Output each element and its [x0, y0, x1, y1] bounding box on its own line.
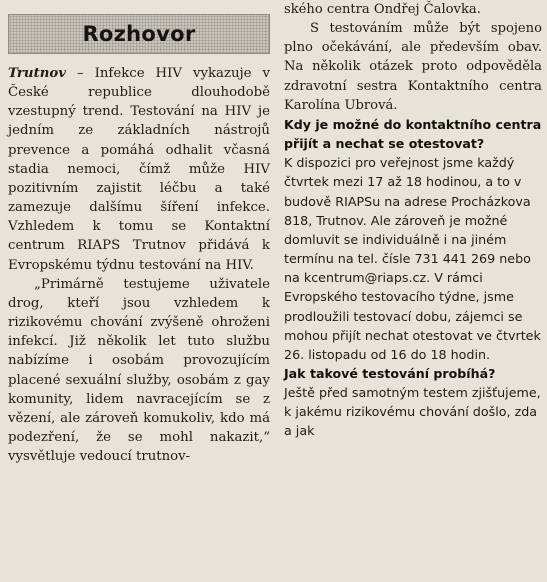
lead-text: – Infekce HIV vykazuje v České republice dlouhodobě vzestupný trend. Testování na HIV je jedním ze základních nástrojů prevence a pomáhá odhalit včasná stadia nemoci, čímž může HIV pozitivním zajistit léčbu a také zamezuje dalšímu šíření infekce. Vzhledem k tomu se Kontaktní centrum RIAPS Trutnov přidává k Evropskému týdnu testování na HIV. — [8, 66, 270, 273]
interview-answer-1: K dispozici pro veřejnost jsme každý čtvrtek mezi 17 až 18 hodinou, a to v budově RIAPSu na adrese Procházkova 818, Trutnov. Ale zároveň je možné domluvit se individuálně i na jiném termínu na tel. čísle 731 441 269 nebo na kcentrum@riaps.cz. V rámci Evropského testovacího týdne, jsme prodloužili testovací dobu, zájemci se mohou přijít nechat otestovat ve čtvrtek 26. listopadu od 16 do 18 hodin. — [284, 155, 541, 362]
right-column-carry-text: ského centra Ondřej Čalovka. — [284, 2, 481, 17]
interview-question-1: Kdy je možné do kontaktního centra přijít a nechat se otestovat? — [284, 116, 542, 152]
rubric-title: Rozhovor — [82, 22, 196, 46]
interview-question-2: Jak takové testování probíhá? — [284, 365, 496, 381]
interview-answer-2: Ještě před samotným testem zjišťujeme, k jakému rizikovému chování došlo, zda a jak — [284, 385, 541, 439]
testing-paragraph: S testováním může být spojeno plno očekávání, ale především obav. Na několik otázek proto odpověděla zdravotní sestra Kontaktního centra Karolína Ubrová. — [284, 21, 542, 113]
left-column — [8, 0, 270, 466]
lead-place: Trutnov — [8, 66, 67, 81]
rubric-banner — [8, 14, 270, 54]
quote-paragraph: „Primárně testujeme uživatele drog, kteří jsou vzhledem k rizikovému chování zvýšeně ohroženi infekcí. Již několik let tuto službu nabízíme i osobám provozujícím placené sexuální služby, osobám z gay komunity, lidem navracejícím se z vězení, ale zároveň komukoliv, kdo má podezření, že se mohl nakazit,“ vysvětluje vedoucí trutnov- — [8, 276, 270, 465]
right-column — [284, 0, 542, 441]
lead-paragraph — [8, 64, 270, 275]
